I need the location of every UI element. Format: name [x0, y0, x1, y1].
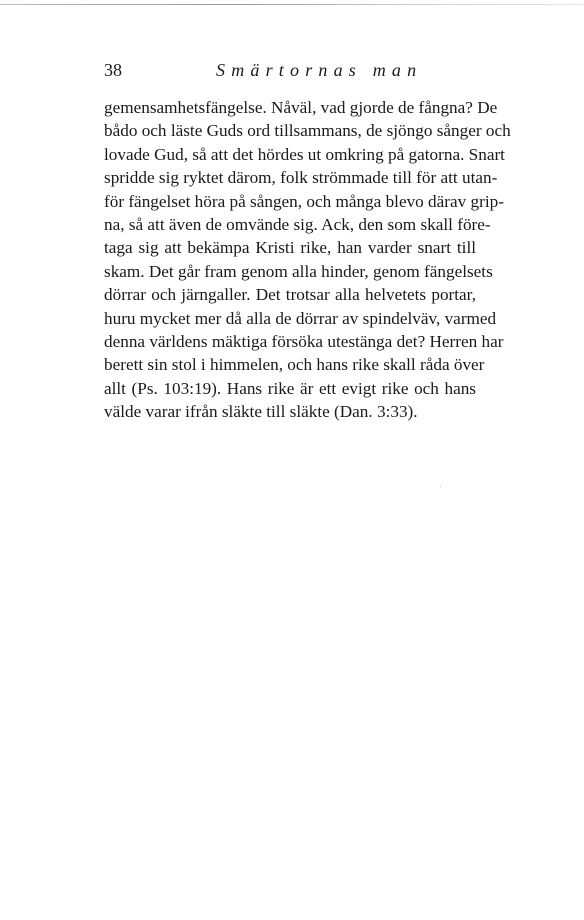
text-line: välde varar ifrån släkte till släkte (Dan. 3:33). [104, 402, 418, 422]
paper-speck [440, 486, 441, 487]
text-line: skam. Det går fram genom alla hinder, genom fängelsets [104, 261, 493, 281]
running-title: Smärtornas man [216, 60, 423, 80]
text-line: gemensamhetsfängelse. Nåväl, vad gjorde de fångna? De [104, 98, 498, 117]
text-line: na, så att även de omvände sig. Ack, den som skall före- [104, 214, 491, 234]
text-line: taga sig att bekämpa Kristi rike, han varder snart till [104, 238, 476, 258]
text-line: berett sin stol i himmelen, och hans rike skall råda över [104, 355, 485, 375]
text-line: för fängelset höra på sången, och många blevo därav grip- [104, 191, 504, 211]
text-line: spridde sig ryktet därom, folk strömmade till för att utan- [104, 168, 498, 188]
body-text [104, 96, 511, 423]
text-line: denna världens mäktiga försöka utestänga det? Herren har [104, 331, 504, 351]
page-number: 38 [104, 60, 122, 80]
text-line: dörrar och järngaller. Det trotsar alla helvetets portar, [104, 285, 476, 305]
text-line: allt (Ps. 103:19). Hans rike är ett evigt rike och hans [104, 378, 476, 398]
top-edge-rule [0, 4, 584, 5]
page-header [104, 60, 484, 84]
text-line: huru mycket mer då alla de dörrar av spindelväv, varmed [104, 308, 497, 328]
text-line: lovade Gud, så att det hördes ut omkring på gatorna. Snart [104, 144, 505, 164]
text-line: bådo och läste Guds ord tillsammans, de sjöngo sånger och [104, 121, 511, 141]
